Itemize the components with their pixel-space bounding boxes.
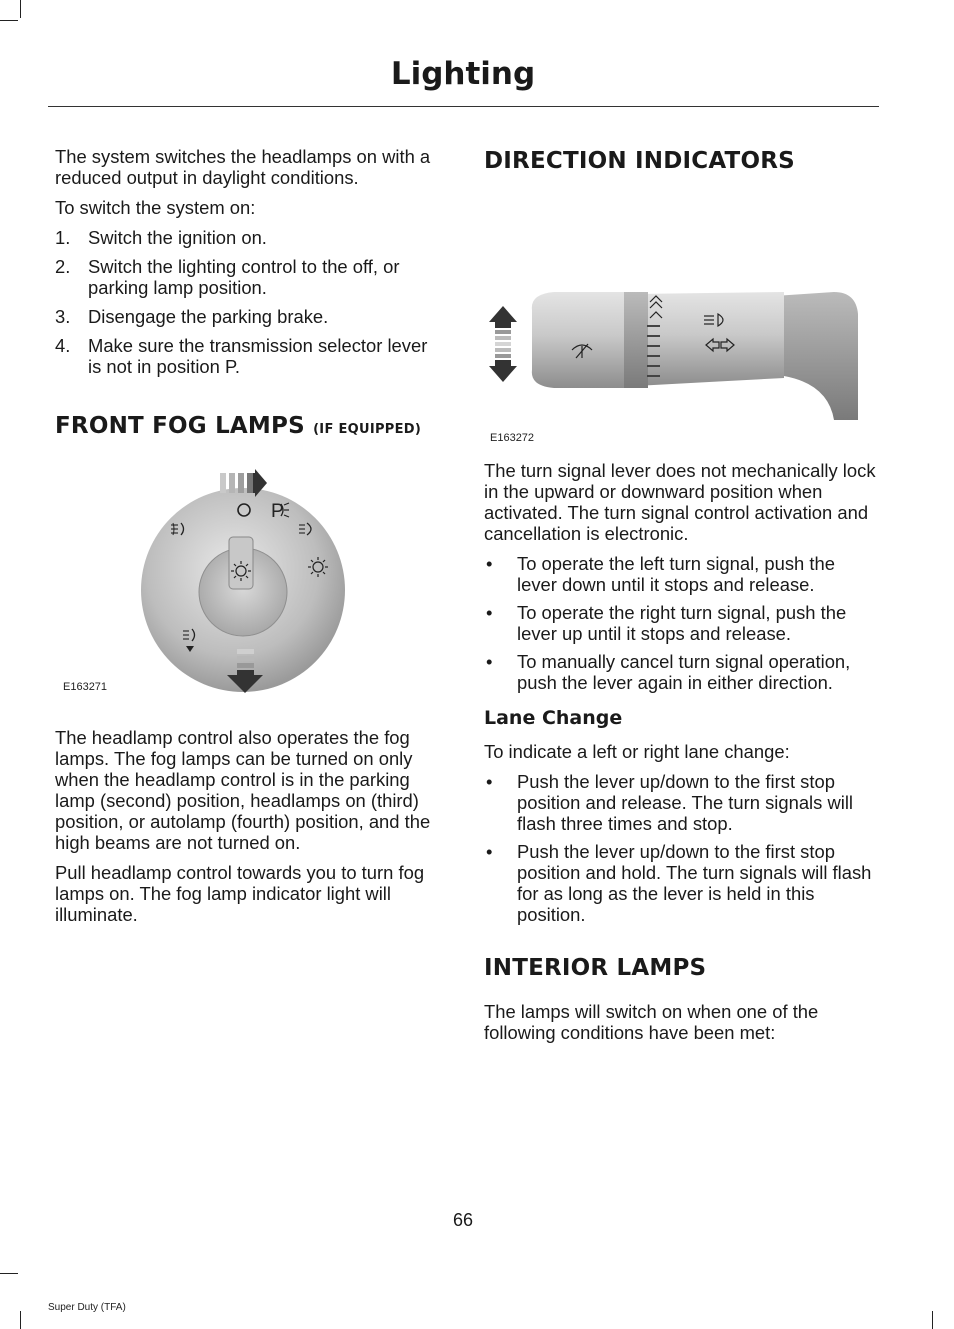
- fog-paragraph-2: Pull headlamp control towards you to turn fog lamps on. The fog lamp indicator light will illuminate.: [55, 862, 425, 925]
- step-number: 3.: [55, 306, 71, 327]
- step-text: Disengage the parking brake.: [88, 306, 329, 327]
- page-title: Lighting: [390, 56, 536, 92]
- left-column: [55, 146, 445, 934]
- crop-mark: [20, 0, 21, 18]
- bullet: •: [486, 553, 493, 574]
- direction-indicators-paragraph: The turn signal lever does not mechanically lock in the upward or downward position when activated. The turn signal control activation and cancellation is electronic.: [484, 460, 876, 544]
- bullet: •: [486, 651, 493, 672]
- bullet-text: To manually cancel turn signal operation, push the lever again in either direction.: [517, 651, 851, 693]
- step-text: Make sure the transmission selector lever is not in position P.: [88, 335, 428, 377]
- list-item: [55, 335, 445, 377]
- step-number: 4.: [55, 335, 71, 356]
- step-number: 1.: [55, 227, 71, 248]
- right-column: [484, 146, 876, 1052]
- step-text: Switch the ignition on.: [88, 227, 267, 248]
- bullet-text: Push the lever up/down to the first stop position and hold. The turn signals will flash for as long as the lever is held in this position.: [517, 841, 872, 925]
- list-item: [484, 553, 876, 595]
- turn-signal-lever-illustration: [484, 174, 876, 446]
- direction-bullets: [484, 553, 876, 693]
- page-number: 66: [452, 1210, 474, 1230]
- headlamp-knob-illustration: [55, 453, 445, 705]
- fog-lamps-heading: [55, 413, 445, 439]
- direction-indicators-heading: DIRECTION INDICATORS: [484, 148, 795, 174]
- turn-signal-lever-figure: [484, 174, 876, 446]
- document-name: Super Duty (TFA): [48, 1302, 126, 1313]
- list-item: [55, 306, 445, 327]
- list-item: [484, 771, 876, 834]
- lane-change-heading: Lane Change: [484, 707, 623, 729]
- interior-lamps-heading: INTERIOR LAMPS: [484, 955, 707, 981]
- bullet-text: To operate the left turn signal, push the lever down until it stops and release.: [517, 553, 835, 595]
- list-item: [484, 841, 876, 925]
- list-item: [484, 602, 876, 644]
- list-item: [55, 227, 445, 248]
- figure-code: E163272: [490, 432, 535, 444]
- intro-paragraph: The system switches the headlamps on with a reduced output in daylight conditions.: [55, 146, 431, 188]
- bullet: •: [486, 771, 493, 792]
- fog-lamps-heading-text: FRONT FOG LAMPS: [55, 413, 305, 439]
- step-number: 2.: [55, 256, 71, 277]
- lane-change-intro: To indicate a left or right lane change:: [484, 741, 790, 762]
- fog-paragraph-1: The headlamp control also operates the fog lamps. The fog lamps can be turned on only when the headlamp control is in the parking lamp (second) position, headlamps on (third) position, or autolamp (fourth) position, and the high beams are not turned on.: [55, 727, 431, 853]
- figure-code: E163271: [63, 681, 108, 693]
- lane-change-bullets: [484, 771, 876, 925]
- fog-lamps-heading-suffix: (IF EQUIPPED): [313, 422, 422, 437]
- steps-list: [55, 227, 445, 377]
- bullet: •: [486, 841, 493, 862]
- headlamp-control-figure: [55, 453, 445, 705]
- bullet-text: Push the lever up/down to the first stop position and release. The turn signals will flash three times and stop.: [517, 771, 853, 834]
- switch-on-text: To switch the system on:: [55, 197, 256, 218]
- list-item: [55, 256, 445, 298]
- interior-lamps-paragraph: The lamps will switch on when one of the following conditions have been met:: [484, 1001, 819, 1043]
- bullet: •: [486, 602, 493, 623]
- crop-mark: [20, 1311, 21, 1329]
- list-item: [484, 651, 876, 693]
- bullet-text: To operate the right turn signal, push the lever up until it stops and release.: [517, 602, 847, 644]
- parking-lamp-label: P: [271, 501, 284, 522]
- step-text: Switch the lighting control to the off, or parking lamp position.: [88, 256, 400, 298]
- crop-mark: [0, 1273, 18, 1274]
- crop-mark: [0, 20, 18, 21]
- header-rule: [48, 106, 879, 107]
- crop-mark: [932, 1311, 933, 1329]
